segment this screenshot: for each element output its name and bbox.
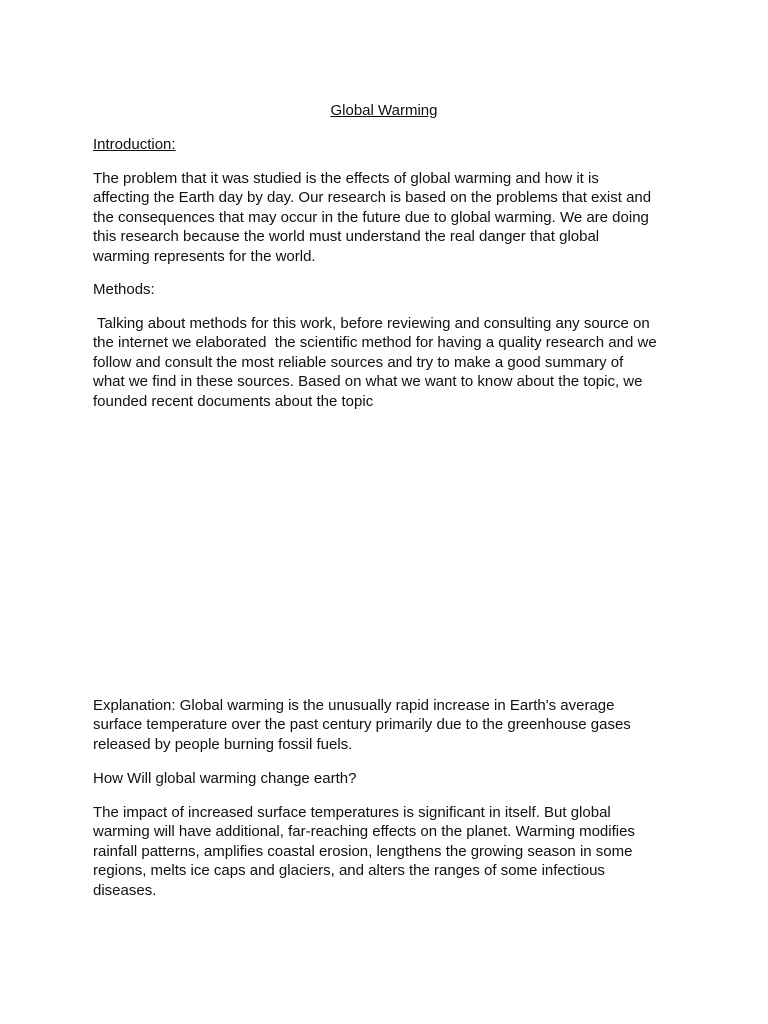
paragraph-line: surface temperature over the past century primarily due to the greenhouse gases xyxy=(93,716,631,734)
impact-paragraph xyxy=(93,803,683,900)
methods-heading-text: Methods: xyxy=(93,281,155,298)
paragraph-line: released by people burning fossil fuels. xyxy=(93,735,353,753)
paragraph-line: warming represents for the world. xyxy=(93,247,316,265)
paragraph-line: The problem that it was studied is the effects of global warming and how it is xyxy=(93,170,599,187)
paragraph-line: regions, melts ice caps and glaciers, and alters the ranges of some infectious xyxy=(93,862,605,880)
paragraph-line: the internet we elaborated the scientific method for having a quality research and we xyxy=(93,334,657,352)
introduction-heading-text: Introduction: xyxy=(93,136,176,153)
document-title xyxy=(0,101,768,120)
paragraph-line: the consequences that may occur in the future due to global warming. We are doing xyxy=(93,208,649,226)
methods-paragraph xyxy=(93,314,683,411)
paragraph-line: follow and consult the most reliable sources and try to make a good summary of xyxy=(93,353,624,371)
paragraph-line: this research because the world must understand the real danger that global xyxy=(93,228,600,246)
paragraph-line: warming will have additional, far-reaching effects on the planet. Warming modifies xyxy=(93,823,635,841)
paragraph-line: rainfall patterns, amplifies coastal erosion, lengthens the growing season in some xyxy=(93,842,633,860)
paragraph-line: what we find in these sources. Based on what we want to know about the topic, we xyxy=(93,373,643,391)
paragraph-line: Talking about methods for this work, before reviewing and consulting any source on xyxy=(93,315,650,332)
methods-heading xyxy=(93,280,683,299)
introduction-paragraph xyxy=(93,169,683,266)
document-title-text: Global Warming xyxy=(330,102,438,119)
paragraph-line: diseases. xyxy=(93,881,157,899)
paragraph-line: Explanation: Global warming is the unusually rapid increase in Earth's average xyxy=(93,697,615,714)
question-heading xyxy=(93,769,683,788)
introduction-heading xyxy=(93,135,683,154)
paragraph-line: affecting the Earth day by day. Our research is based on the problems that exist and xyxy=(93,189,652,207)
paragraph-line: The impact of increased surface temperatures is significant in itself. But global xyxy=(93,804,611,821)
paragraph-line: founded recent documents about the topic xyxy=(93,392,374,410)
explanation-paragraph xyxy=(93,696,683,754)
question-heading-text: How Will global warming change earth? xyxy=(93,770,357,787)
